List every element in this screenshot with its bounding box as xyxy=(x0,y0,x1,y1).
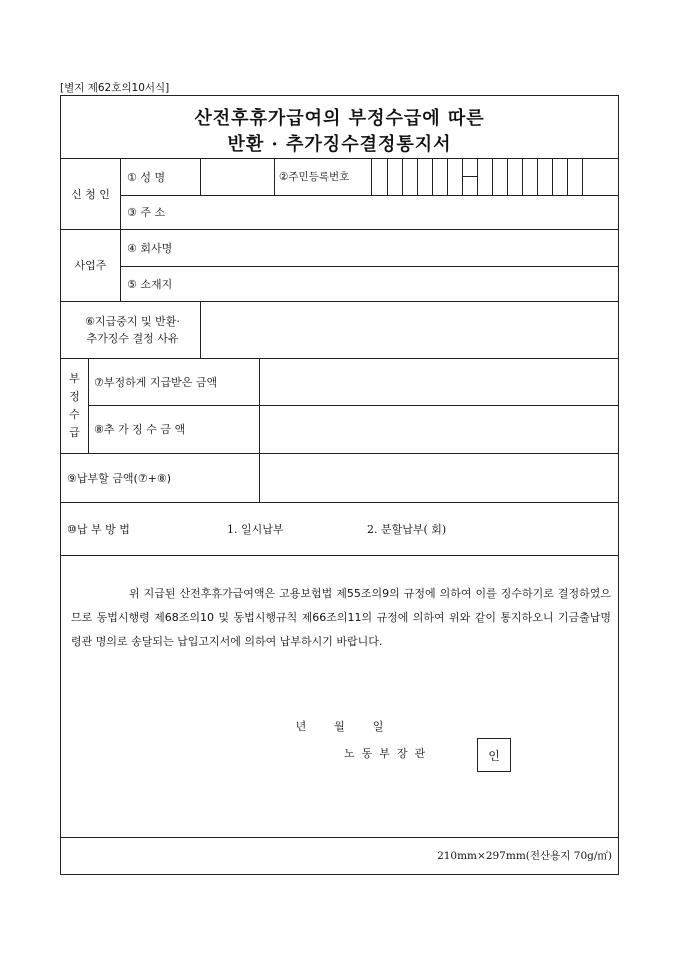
additional-amount-label: ⑧추 가 징 수 금 액 xyxy=(94,423,186,436)
fraud-char-4: 급 xyxy=(69,425,80,439)
title-line-2: 반환 · 추가징수결정통지서 xyxy=(227,134,452,155)
payment-option-lump-sum: 1. 일시납부 xyxy=(227,522,284,536)
notice-text: 위 지급된 산전후휴가급여액은 고용보험법 제55조의9의 규정에 의하여 이를 징수하기로 결정하였으므로 동법시행령 제68조의10 및 동법시행규칙 제66조의11의 규정에 의하여 위와 같이 통지하오니 기금출납명령관 명의로 송달되는 납입고지서에 의하여 납부하시기 바랍니다. xyxy=(71,587,611,648)
date-line: 년 월 일 xyxy=(295,720,384,733)
reason-label-line-2: 추가징수 결정 사유 xyxy=(86,331,179,345)
address-label: ③ 주 소 xyxy=(127,206,166,219)
signer-title: 노 동 부 장 관 xyxy=(344,747,426,760)
rrn-dash xyxy=(462,176,477,177)
payment-option-installment: 2. 분할납부( 회) xyxy=(367,522,447,536)
company-location-label: ⑤ 소재지 xyxy=(127,277,173,291)
reason-label-line-1: ⑥지급중지 및 반환· xyxy=(85,314,180,328)
payment-method-label: ⑩납 부 방 법 xyxy=(67,522,130,536)
company-name-label: ④ 회사명 xyxy=(127,241,173,255)
fraud-label xyxy=(61,358,88,453)
employer-label: 사업주 xyxy=(74,259,107,272)
title-line-1: 산전후휴가급여의 부정수급에 따른 xyxy=(194,108,485,129)
fraud-char-1: 부 xyxy=(69,371,80,385)
fraud-char-3: 수 xyxy=(69,407,80,421)
payable-amount-label: ⑨납부할 금액(⑦+⑧) xyxy=(67,471,172,485)
rrn-label: ②주민등록번호 xyxy=(279,171,350,183)
seal-box: 인 xyxy=(477,738,511,772)
fraud-char-2: 정 xyxy=(69,389,80,403)
paper-spec: 210mm×297mm(전산용지 70g/㎡) xyxy=(437,850,612,862)
amount-received-label: ⑦부정하게 지급받은 금액 xyxy=(94,375,218,389)
notice-form xyxy=(60,95,619,875)
form-number: [별지 제62호의10서식] xyxy=(60,82,170,94)
name-label: ① 성 명 xyxy=(127,170,166,184)
applicant-label: 신 청 인 xyxy=(71,187,110,201)
reason-label xyxy=(65,301,200,358)
